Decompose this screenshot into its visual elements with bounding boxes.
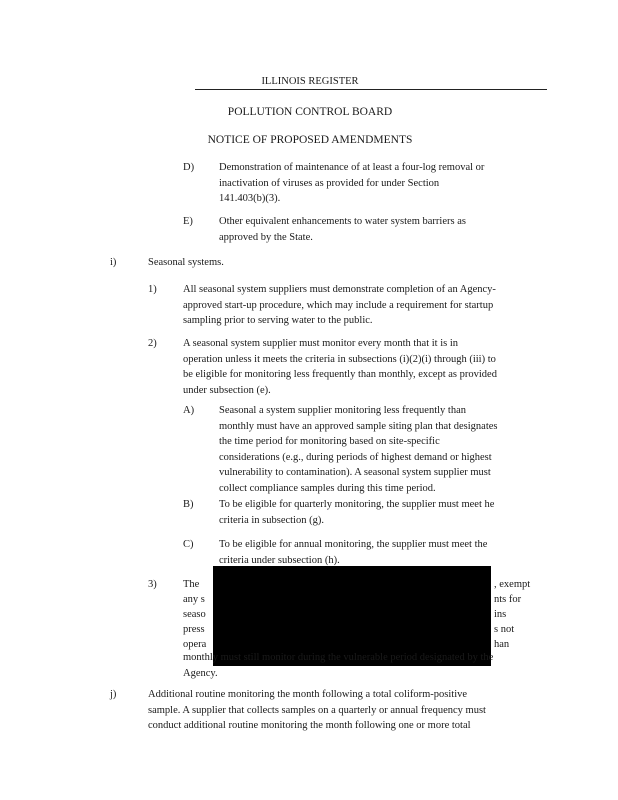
item-i3-label: 3) [148,579,157,590]
item-i2a-line: vulnerability to contamination). A seasonal system supplier must [219,467,491,478]
item-j-text [148,687,486,734]
item-i3-fragment: nts for [494,594,522,605]
item-i3-tail [183,650,493,681]
item-j-line: conduct additional routine monitoring the month following one or more total [148,720,471,731]
register-title: ILLINOIS REGISTER [261,76,359,87]
board-title: POLLUTION CONTROL BOARD [227,106,393,118]
item-j-line: Additional routine monitoring the month following a total coliform-positive [148,689,468,700]
item-i1-label: 1) [148,284,157,295]
item-i3-line: monthly must still monitor during the vulnerable period designated by the [183,652,494,663]
item-i2a-line: monthly must have an approved sample siting plan that designates [219,420,498,432]
item-i3-line: Agency. [183,667,218,679]
item-i2b-label: B) [183,499,194,510]
item-i2a-line: considerations (e.g., during periods of highest demand or highest [219,451,492,463]
item-d-line: Demonstration of maintenance of at least a four-log removal or [219,162,485,173]
item-i3-fragment: seaso [183,609,206,620]
item-i2b-text [219,497,494,528]
item-e-label: E) [183,216,193,227]
item-i2a-line: the time period for monitoring based on site-specific [219,436,440,447]
item-i2c-text [219,537,487,568]
item-d-line: 141.403(b)(3). [219,193,281,204]
item-i1-line: All seasonal system suppliers must demonstrate completion of an Agency- [183,284,496,295]
item-i2-label: 2) [148,338,157,349]
item-i2c-line: criteria under subsection (h). [219,554,340,566]
item-d-line: inactivation of viruses as provided for under Section [219,177,440,189]
item-i3-fragment: han [494,639,510,650]
item-i3-fragment: The [183,579,200,590]
item-i2b-line: To be eligible for quarterly monitoring, the supplier must meet he [219,499,495,510]
item-i2a-label: A) [183,405,195,416]
item-d-text [219,160,484,207]
item-i1-line: approved start-up procedure, which may include a requirement for startup [183,299,494,311]
header-rule [195,89,547,90]
item-d-label: D) [183,162,195,173]
item-i1-text [183,282,496,329]
item-e-text [219,214,466,245]
notice-title: NOTICE OF PROPOSED AMENDMENTS [207,134,413,146]
item-i3-fragment: s not [494,624,515,635]
item-e-line: Other equivalent enhancements to water system barriers as [219,216,466,227]
item-i2-line: be eligible for monitoring less frequently than monthly, except as provided [183,369,497,380]
item-i3-fragment: any s [183,594,205,605]
item-j-label: j) [110,689,117,700]
item-i3-fragment: , exempt [494,579,531,590]
item-i2-text [183,336,497,398]
item-i1-line: sampling prior to serving water to the public. [183,315,373,326]
item-i2a-line: collect compliance samples during this time period. [219,482,436,494]
item-i2c-label: C) [183,539,194,550]
item-i-label: i) [110,257,117,268]
item-i-heading: Seasonal systems. [148,257,224,268]
item-e-line: approved by the State. [219,231,313,243]
item-i2-line: operation unless it meets the criteria in subsections (i)(2)(i) through (iii) to [183,353,496,365]
item-i2b-line: criteria in subsection (g). [219,514,324,526]
item-i2a-text [219,403,498,496]
item-i2-line: under subsection (e). [183,384,271,396]
item-i3-fragment: opera [183,639,207,650]
item-i2-line: A seasonal system supplier must monitor every month that it is in [183,338,459,349]
item-j-line: sample. A supplier that collects samples on a quarterly or annual frequency must [148,704,486,716]
item-i2c-line: To be eligible for annual monitoring, the supplier must meet the [219,539,488,550]
item-i3-fragment: press [183,624,205,635]
item-i2a-line: Seasonal a system supplier monitoring less frequently than [219,405,466,416]
item-i3-fragment: ins [494,609,507,620]
